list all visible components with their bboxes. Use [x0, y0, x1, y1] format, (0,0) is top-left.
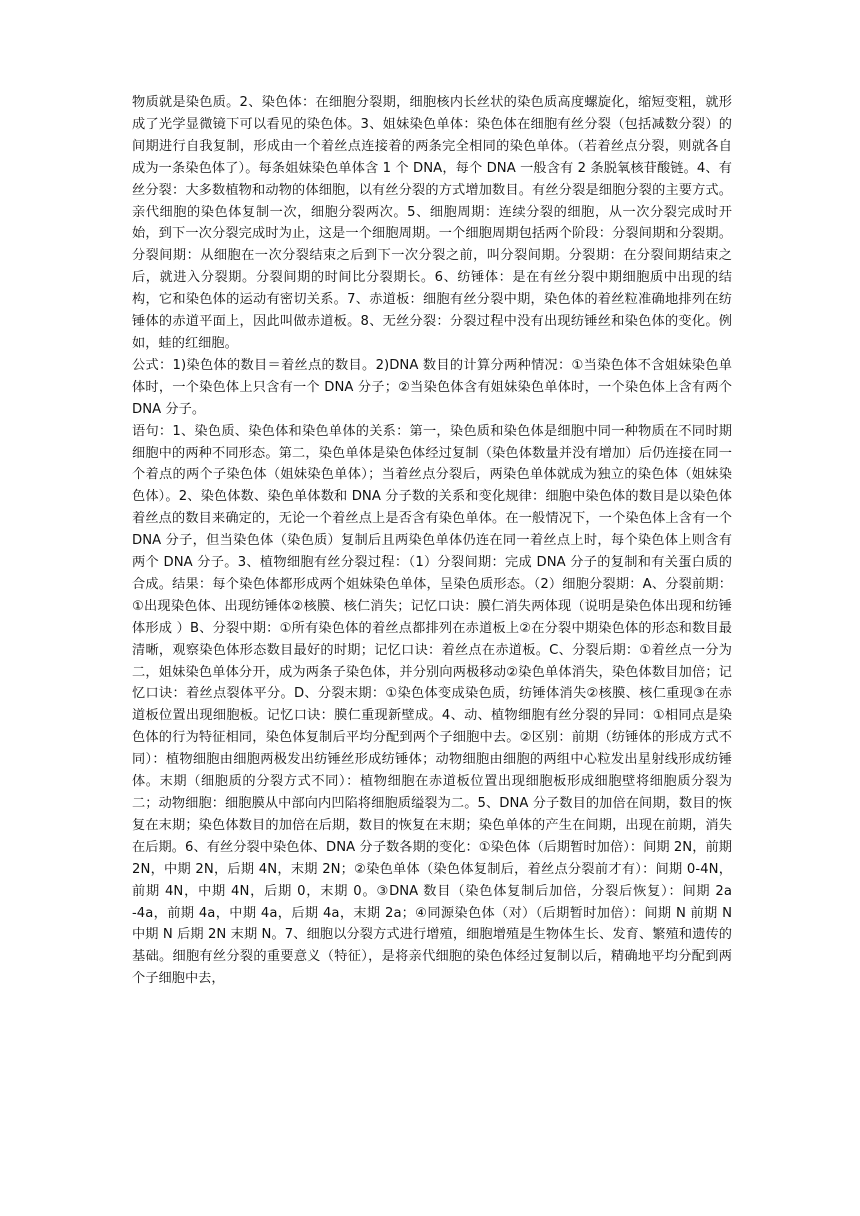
paragraph-formulas: 公式：1)染色体的数目＝着丝点的数目。2)DNA 数目的计算分两种情况：①当染色体不含姐妹染色单体时，一个染色体上只含有一个 DNA 分子；②当染色体含有姐妹染色单体时，一个染色体上含有两个 DNA 分子。 [132, 357, 732, 417]
paragraph-statements: 语句：1、染色质、染色体和染色单体的关系：第一，染色质和染色体是细胞中同一种物质在不同时期细胞中的两种不同形态。第二，染色单体是染色体经过复制（染色体数量并没有增加）后仍连接在同一个着点的两个子染色体（姐妹染色单体）；当着丝点分裂后，两染色单体就成为独立的染色体（姐妹染色体）。2、染色体数、染色单体数和 DNA 分子数的关系和变化规律：细胞中染色体的数目是以染色体着丝点的数目来确定的，无论一个着丝点上是否含有染色单体。在一般情况下，一个染色体上含有一个 DNA 分子，但当染色体（染色质）复制后且两染色单体仍连在同一着丝点上时，每个染色体上则含有两个 DNA 分子。3、植物细胞有丝分裂过程：（1）分裂间期：完成 DNA 分子的复制和有关蛋白质的合成。结果：每个染色体都形成两个姐妹染色单体，呈染色质形态。（2）细胞分裂期：A、分裂前期：①出现染色体、出现纺锤体②核膜、核仁消失；记忆口诀：膜仁消失两体现（说明是染色体出现和纺锤体形成 ）B、分裂中期：①所有染色体的着丝点都排列在赤道板上②在分裂中期染色体的形态和数目最清晰，观察染色体形态数目最好的时期；记忆口诀：着丝点在赤道板。C、分裂后期：①着丝点一分为二，姐妹染色单体分开，成为两条子染色体，并分别向两极移动②染色单体消失，染色体数目加倍；记忆口诀：着丝点裂体平分。D、分裂末期：①染色体变成染色质，纺锤体消失②核膜、核仁重现③在赤道板位置出现细胞板。记忆口诀：膜仁重现新壁成。4、动、植物细胞有丝分裂的异同：①相同点是染色体的行为特征相同，染色体复制后平均分配到两个子细胞中去。②区别：前期（纺锤体的形成方式不同）：植物细胞由细胞两极发出纺锤丝形成纺锤体；动物细胞由细胞的两组中心粒发出星射线形成纺锤体。末期（细胞质的分裂方式不同）：植物细胞在赤道板位置出现细胞板形成细胞壁将细胞质分裂为二；动物细胞：细胞膜从中部向内凹陷将细胞质缢裂为二。5、DNA 分子数目的加倍在间期，数目的恢复在末期；染色体数目的加倍在后期，数目的恢复在末期；染色单体的产生在间期，出现在前期，消失在后期。6、有丝分裂中染色体、DNA 分子数各期的变化：①染色体（后期暂时加倍）：间期 2N，前期 2N，中期 2N，后期 4N，末期 2N；②染色单体（染色体复制后，着丝点分裂前才有）：间期 0-4N，前期 4N，中期 4N，后期 0，末期 0。③DNA 数目（染色体复制后加倍，分裂后恢复）：间期 2a -4a，前期 4a，中期 4a，后期 4a，末期 2a；④同源染色体（对）（后期暂时加倍）：间期 N 前期 N 中期 N 后期 2N 末期 N。7、细胞以分裂方式进行增殖，细胞增殖是生物体生长、发育、繁殖和遗传的基础。细胞有丝分裂的重要意义（特征），是将亲代细胞的染色体经过复制以后，精确地平均分配到两个子细胞中去， [132, 423, 732, 987]
paragraph-definitions: 物质就是染色质。2、染色体：在细胞分裂期，细胞核内长丝状的染色质高度螺旋化，缩短变粗，就形成了光学显微镜下可以看见的染色体。3、姐妹染色单体：染色体在细胞有丝分裂（包括减数分裂）的间期进行自我复制，形成由一个着丝点连接着的两条完全相同的染色单体。（若着丝点分裂，则就各自成为一条染色体了）。每条姐妹染色单体含 1 个 DNA，每个 DNA 一般含有 2 条脱氧核苷酸链。4、有丝分裂：大多数植物和动物的体细胞，以有丝分裂的方式增加数目。有丝分裂是细胞分裂的主要方式。亲代细胞的染色体复制一次，细胞分裂两次。5、细胞周期：连续分裂的细胞，从一次分裂完成时开始，到下一次分裂完成时为止，这是一个细胞周期。一个细胞周期包括两个阶段：分裂间期和分裂期。分裂间期：从细胞在一次分裂结束之后到下一次分裂之前，叫分裂间期。分裂期：在分裂间期结束之后，就进入分裂期。分裂间期的时间比分裂期长。6、纺锤体：是在有丝分裂中期细胞质中出现的结构，它和染色体的运动有密切关系。7、赤道板：细胞有丝分裂中期，染色体的着丝粒准确地排列在纺锤体的赤道平面上，因此叫做赤道板。8、无丝分裂：分裂过程中没有出现纺锤丝和染色体的变化。例如，蛙的红细胞。 [132, 95, 732, 351]
document-body [132, 92, 732, 990]
